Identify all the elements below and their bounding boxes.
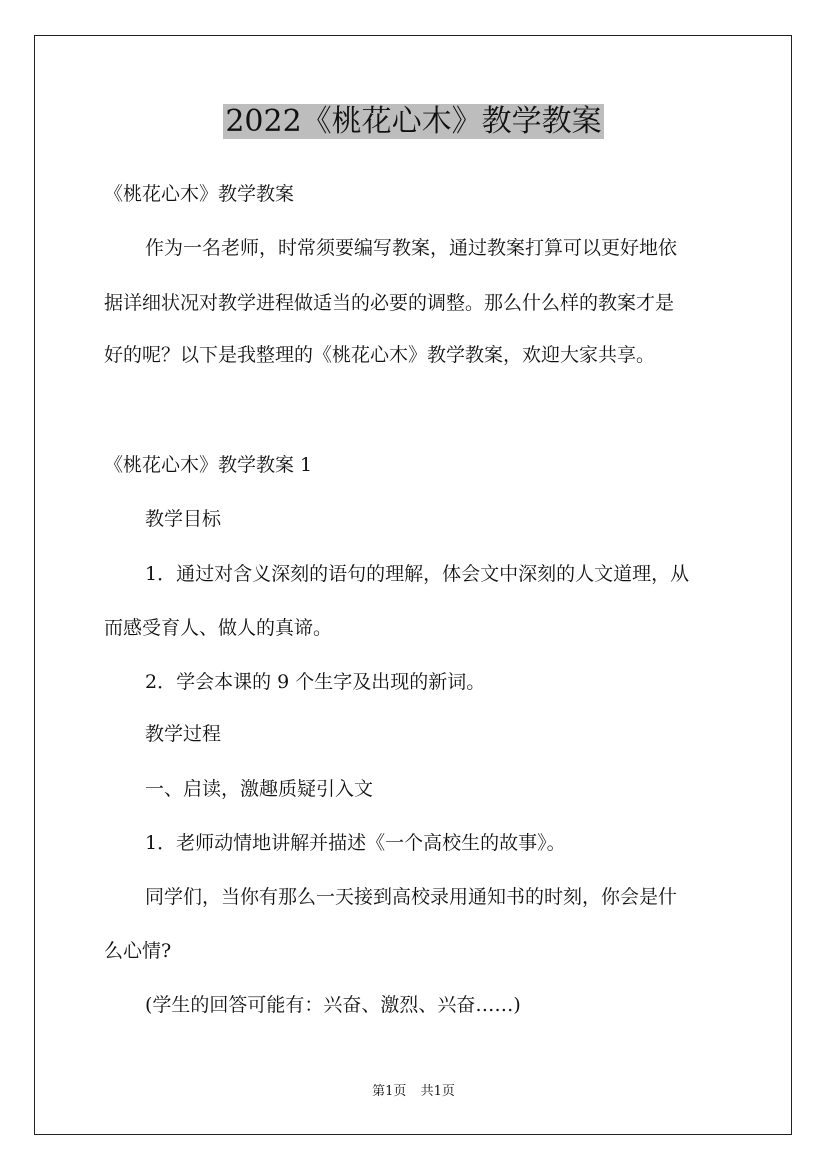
document-title bbox=[0, 100, 827, 144]
step-1-heading: 一、启读，激趣质疑引入文 bbox=[145, 778, 374, 800]
goal-1-line-1: 1．通过对含义深刻的语句的理解，体会文中深刻的人文道理，从 bbox=[145, 563, 690, 585]
intro-line-1: 作为一名老师，时常须要编写教案，通过教案打算可以更好地依 bbox=[145, 237, 678, 259]
question-line-1: 同学们，当你有那么一天接到高校录用通知书的时刻，你会是什 bbox=[145, 886, 678, 908]
page-number: 第1页 bbox=[372, 1084, 407, 1099]
step-1-item: 1．老师动情地讲解并描述《一个高校生的故事》。 bbox=[145, 832, 566, 854]
question-line-2: 么心情? bbox=[104, 940, 172, 962]
goal-2: 2．学会本课的 9 个生字及出现的新词。 bbox=[145, 671, 486, 693]
section-heading: 《桃花心木》教学教案 1 bbox=[104, 454, 313, 476]
subtitle: 《桃花心木》教学教案 bbox=[104, 183, 295, 205]
intro-line-2: 据详细状况对教学进程做适当的必要的调整。那么什么样的教案才是 bbox=[104, 292, 675, 314]
goal-1-line-2: 而感受育人、做人的真谛。 bbox=[104, 617, 333, 639]
goals-heading: 教学目标 bbox=[145, 508, 222, 530]
page-footer bbox=[0, 1083, 827, 1101]
page-total: 共1页 bbox=[420, 1084, 455, 1099]
intro-line-3: 好的呢？以下是我整理的《桃花心木》教学教案，欢迎大家共享。 bbox=[104, 344, 656, 366]
process-heading: 教学过程 bbox=[145, 723, 222, 745]
document-title-text: 2022《桃花心木》教学教案 bbox=[225, 104, 602, 139]
student-answer: (学生的回答可能有：兴奋、激烈、兴奋……) bbox=[145, 994, 521, 1016]
